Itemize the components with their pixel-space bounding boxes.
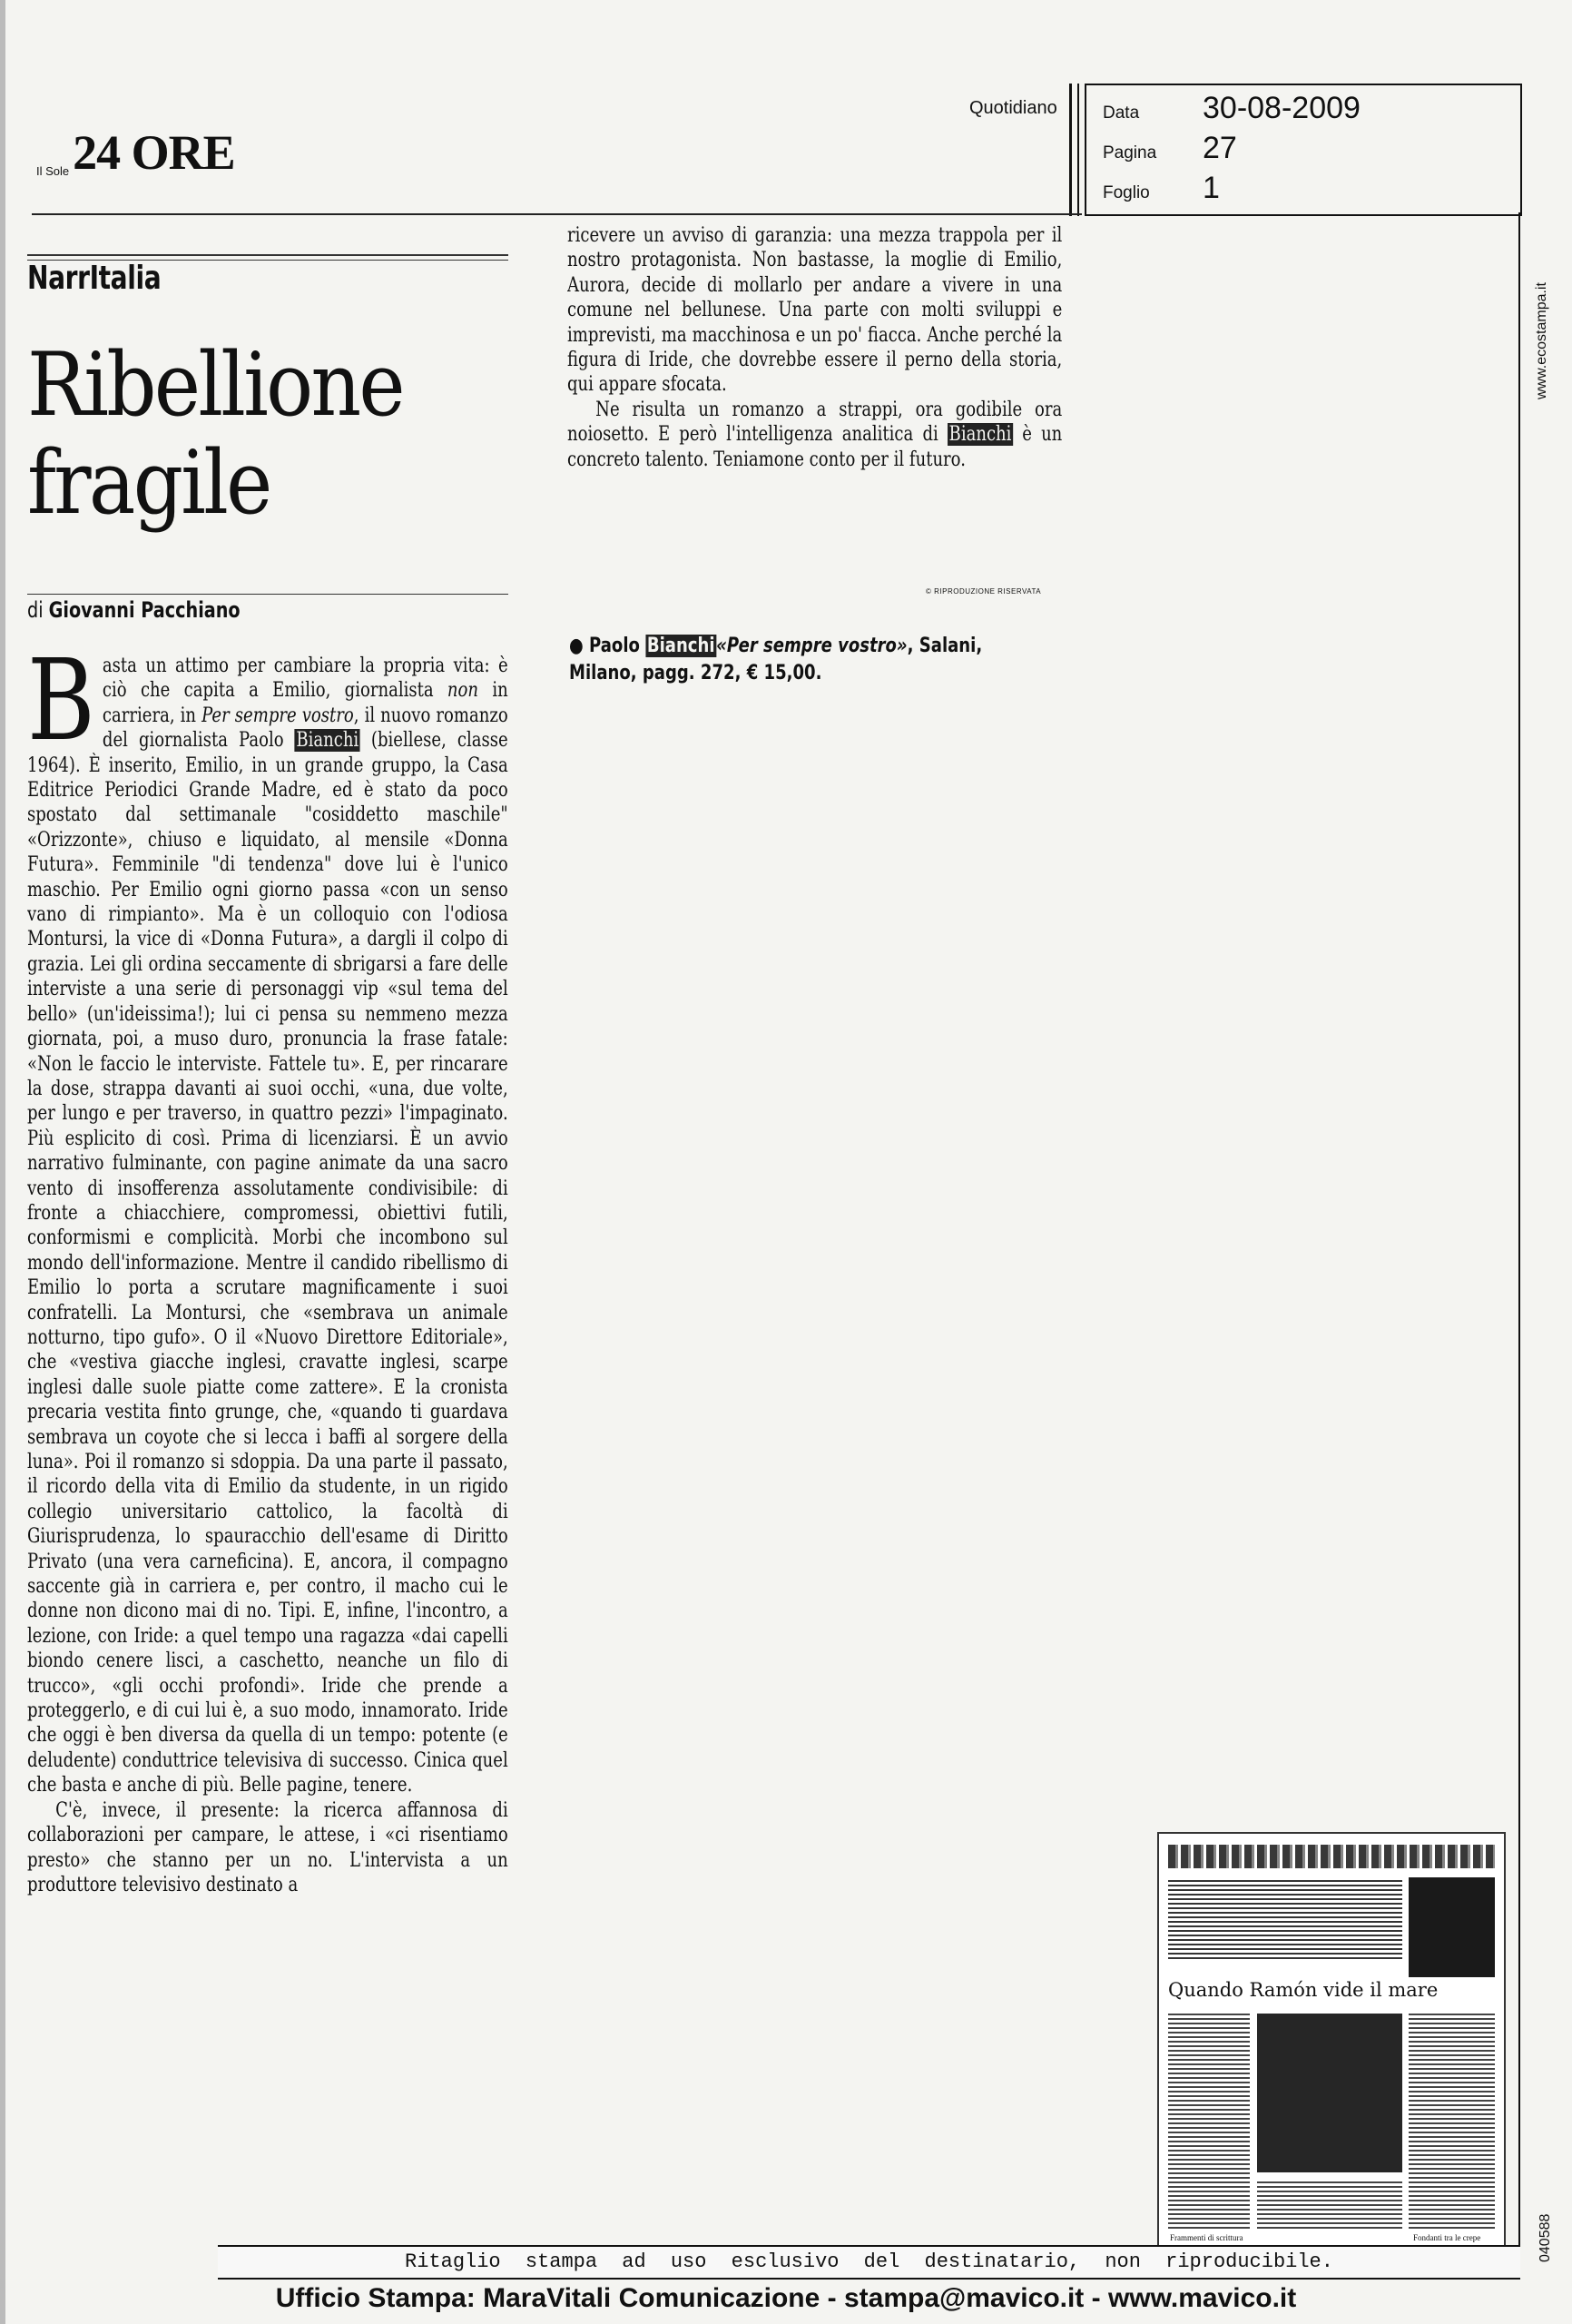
article-column-2 (567, 223, 1062, 586)
headline-line: fragile (27, 432, 270, 534)
highlighted-name: Bianchi (948, 423, 1012, 447)
side-code: 040588 (1538, 2213, 1553, 2262)
info-label: Foglio (1103, 183, 1150, 202)
clipping-info-box (1085, 84, 1522, 216)
text-emphasis: non (447, 679, 479, 703)
byline-author: Giovanni Pacchiano (48, 597, 241, 623)
thumbnail-masthead (1168, 1845, 1495, 1868)
publication-type: Quotidiano (969, 98, 1057, 118)
headline-line: Ribellione (27, 334, 403, 436)
copyright-note: © RIPRODUZIONE RISERVATA (926, 587, 1042, 596)
footer-notice-bar (218, 2245, 1520, 2280)
article-column-1 (27, 654, 508, 2233)
thumbnail-title: Quando Ramón vide il mare (1168, 1979, 1439, 2001)
text-run: in carriera, in (102, 679, 508, 727)
thumbnail-text-block (1257, 2179, 1402, 2229)
text-run: Ne risulta un romanzo a strappi, ora godibile ora noiosetto. E però l'intelligenza analitica di (567, 398, 1062, 447)
info-value: 1 (1203, 171, 1220, 205)
header-rule (32, 213, 1082, 215)
logo-small-text: Il Sole (36, 164, 70, 178)
byline-prefix: di (27, 597, 44, 623)
info-label: Data (1103, 103, 1140, 123)
book-info-prefix: ● Paolo (569, 635, 646, 657)
section-rule (27, 254, 508, 256)
highlighted-name: Bianchi (646, 635, 715, 657)
logo-main-text: 24 ORE (73, 125, 235, 180)
newspaper-logo (36, 123, 235, 180)
book-title: «Per sempre vostro» (716, 635, 908, 657)
press-office-line: Ufficio Stampa: MaraVitali Comunicazione - stampa@mavico.it - www.mavico.it (275, 2283, 1297, 2313)
header-divider (1069, 84, 1072, 216)
thumbnail-photo (1409, 1877, 1495, 1977)
text-run: , il nuovo romanzo del giornalista Paolo (102, 704, 508, 753)
footer-notice: Ritaglio stampa ad uso esclusivo del destinatario, non riproducibile. (405, 2250, 1333, 2273)
page-thumbnail (1157, 1832, 1506, 2249)
info-row-data (1103, 91, 1361, 126)
byline (27, 597, 241, 623)
drop-cap: B (27, 654, 95, 766)
article-paragraph: C'è, invece, il presente: la ricerca affannosa di collaborazioni per campare, le attese, i «ci risentiamo presto» che stanno per un no. L'intervista a un produttore televisivo destinato a (27, 1798, 508, 1896)
text-run: asta un attimo per cambiare la propria vita: è ciò che capita a Emilio, giornalista (102, 655, 508, 703)
book-title-emphasis: Per sempre vostro (201, 704, 354, 727)
text-run: (biellese, classe 1964). È inserito, Emilio, in un grande gruppo, la Casa Editrice Periodici Grande Madre, ed è stato da poco spostato dal settimanale "cosiddetto maschile" «Orizzonte», chiuso e liquidato, al mensile «Donna Futura». Femminile "di tendenza" dove lui è l'unico maschio. Per Emilio ogni giorno passa «con un senso vano di rimpianto». Ma è un colloquio con l'odiosa Montursi, la vice di «Donna Futura», a dargli il colpo di grazia. Lei gli ordina seccamente di sbrigarsi a fare delle interviste a una serie di personaggi vip «sul tema del bello» (un'ideissima!); lui ci pensa su nemmeno mezza giornata, poi, a muso duro, pronuncia la frase fatale: «Non le faccio le interviste. Fattele tu». E, per rincarare la dose, strappa davanti ai suoi occhi, «una, due volte, per lungo e per traverso, in quattro pezzi» l'impaginato. Più esplicito di così. Prima di licenziarsi. È un avvio narrativo fulminante, con pagine animate da una sacro vento di insofferenza assolutamente condivisibile: di fronte a chiacchiere, compromessi, obiettivi futili, conformismi e complicità. Morbi che incombono sul mondo dell'informazione. Mentre il candido ribellismo di Emilio lo porta a scrutare magnificamente i suoi confratelli. La Montursi, che «sembrava un animale notturno, tipo gufo». O il «Nuovo Direttore Editoriale», che «vestiva giacche inglesi, cravatte inglesi, scarpe inglesi dalle suole piatte come zattere». E la cronista precaria vestita finto grunge, che, «quando ti guardava sembrava un coyote che si lecca i baffi al sorgere della luna». Poi il romanzo si sdoppia. Da una parte il passato, il ricordo della vita di Emilio da studente, in un rigido collegio universitario cattolico, la facoltà di Giurisprudenza, lo spauracchio dell'esame di Diritto Privato (una vera carneficina). E, ancora, il compagno saccente già in carriera e, per contro, il macho cui le donne non dicono mai di no. Tipi. E, infine, l'incontro, a lezione, con Iride: a quel tempo una ragazza «dai capelli biondo cenere lisci, a caschetto, neanche un filo di trucco», «gli occhi profondi». Iride che prende a proteggerlo, e di cui lui è, a suo modo, innamorato. Iride che oggi è ben diversa da quella di un tempo: potente (e deludente) conduttrice televisiva di successo. Cinica quel che basta e anche di più. Belle pagine, tenere. (27, 729, 508, 1797)
thumbnail-caption: Fondanti tra le crepe (1413, 2233, 1481, 2242)
margin-rule (1518, 212, 1520, 2246)
byline-rule (27, 594, 508, 595)
info-row-foglio (1103, 171, 1220, 206)
thumbnail-photo (1257, 2014, 1402, 2172)
scan-edge (0, 0, 5, 2324)
side-url: www.ecostampa.it (1534, 282, 1549, 399)
text-run: è un concreto talento. Teniamone conto per il futuro. (567, 423, 1062, 471)
article-paragraph: ricevere un avviso di garanzia: una mezza trappola per il nostro protagonista. Non bastasse, la moglie di Emilio, Aurora, decide di mollarlo per andare a vivere in una comune nel bellunese. Una parte con molti sviluppi e imprevisti, ma macchinosa e un po' fiacca. Anche perché la figura di Iride, che dovrebbe essere il perno della storia, qui appare sfocata. (567, 224, 1062, 397)
header-divider (1077, 84, 1079, 216)
thumbnail-text-block (1409, 2011, 1495, 2229)
info-row-pagina (1103, 131, 1237, 166)
book-info (569, 633, 1046, 687)
info-value: 30-08-2009 (1203, 91, 1361, 125)
section-label: NarrItalia (27, 260, 162, 297)
info-label: Pagina (1103, 143, 1157, 162)
book-details: , Salani, Milano, pagg. 272, € 15,00. (569, 635, 983, 684)
thumbnail-text-block (1168, 1877, 1402, 1959)
thumbnail-text-block (1168, 2011, 1250, 2229)
highlighted-name: Bianchi (296, 729, 359, 753)
thumbnail-caption: Frammenti di scrittura (1170, 2233, 1243, 2242)
article-paragraph (27, 654, 508, 1798)
article-headline (27, 336, 403, 532)
info-value: 27 (1203, 131, 1237, 165)
article-paragraph (567, 398, 1062, 472)
